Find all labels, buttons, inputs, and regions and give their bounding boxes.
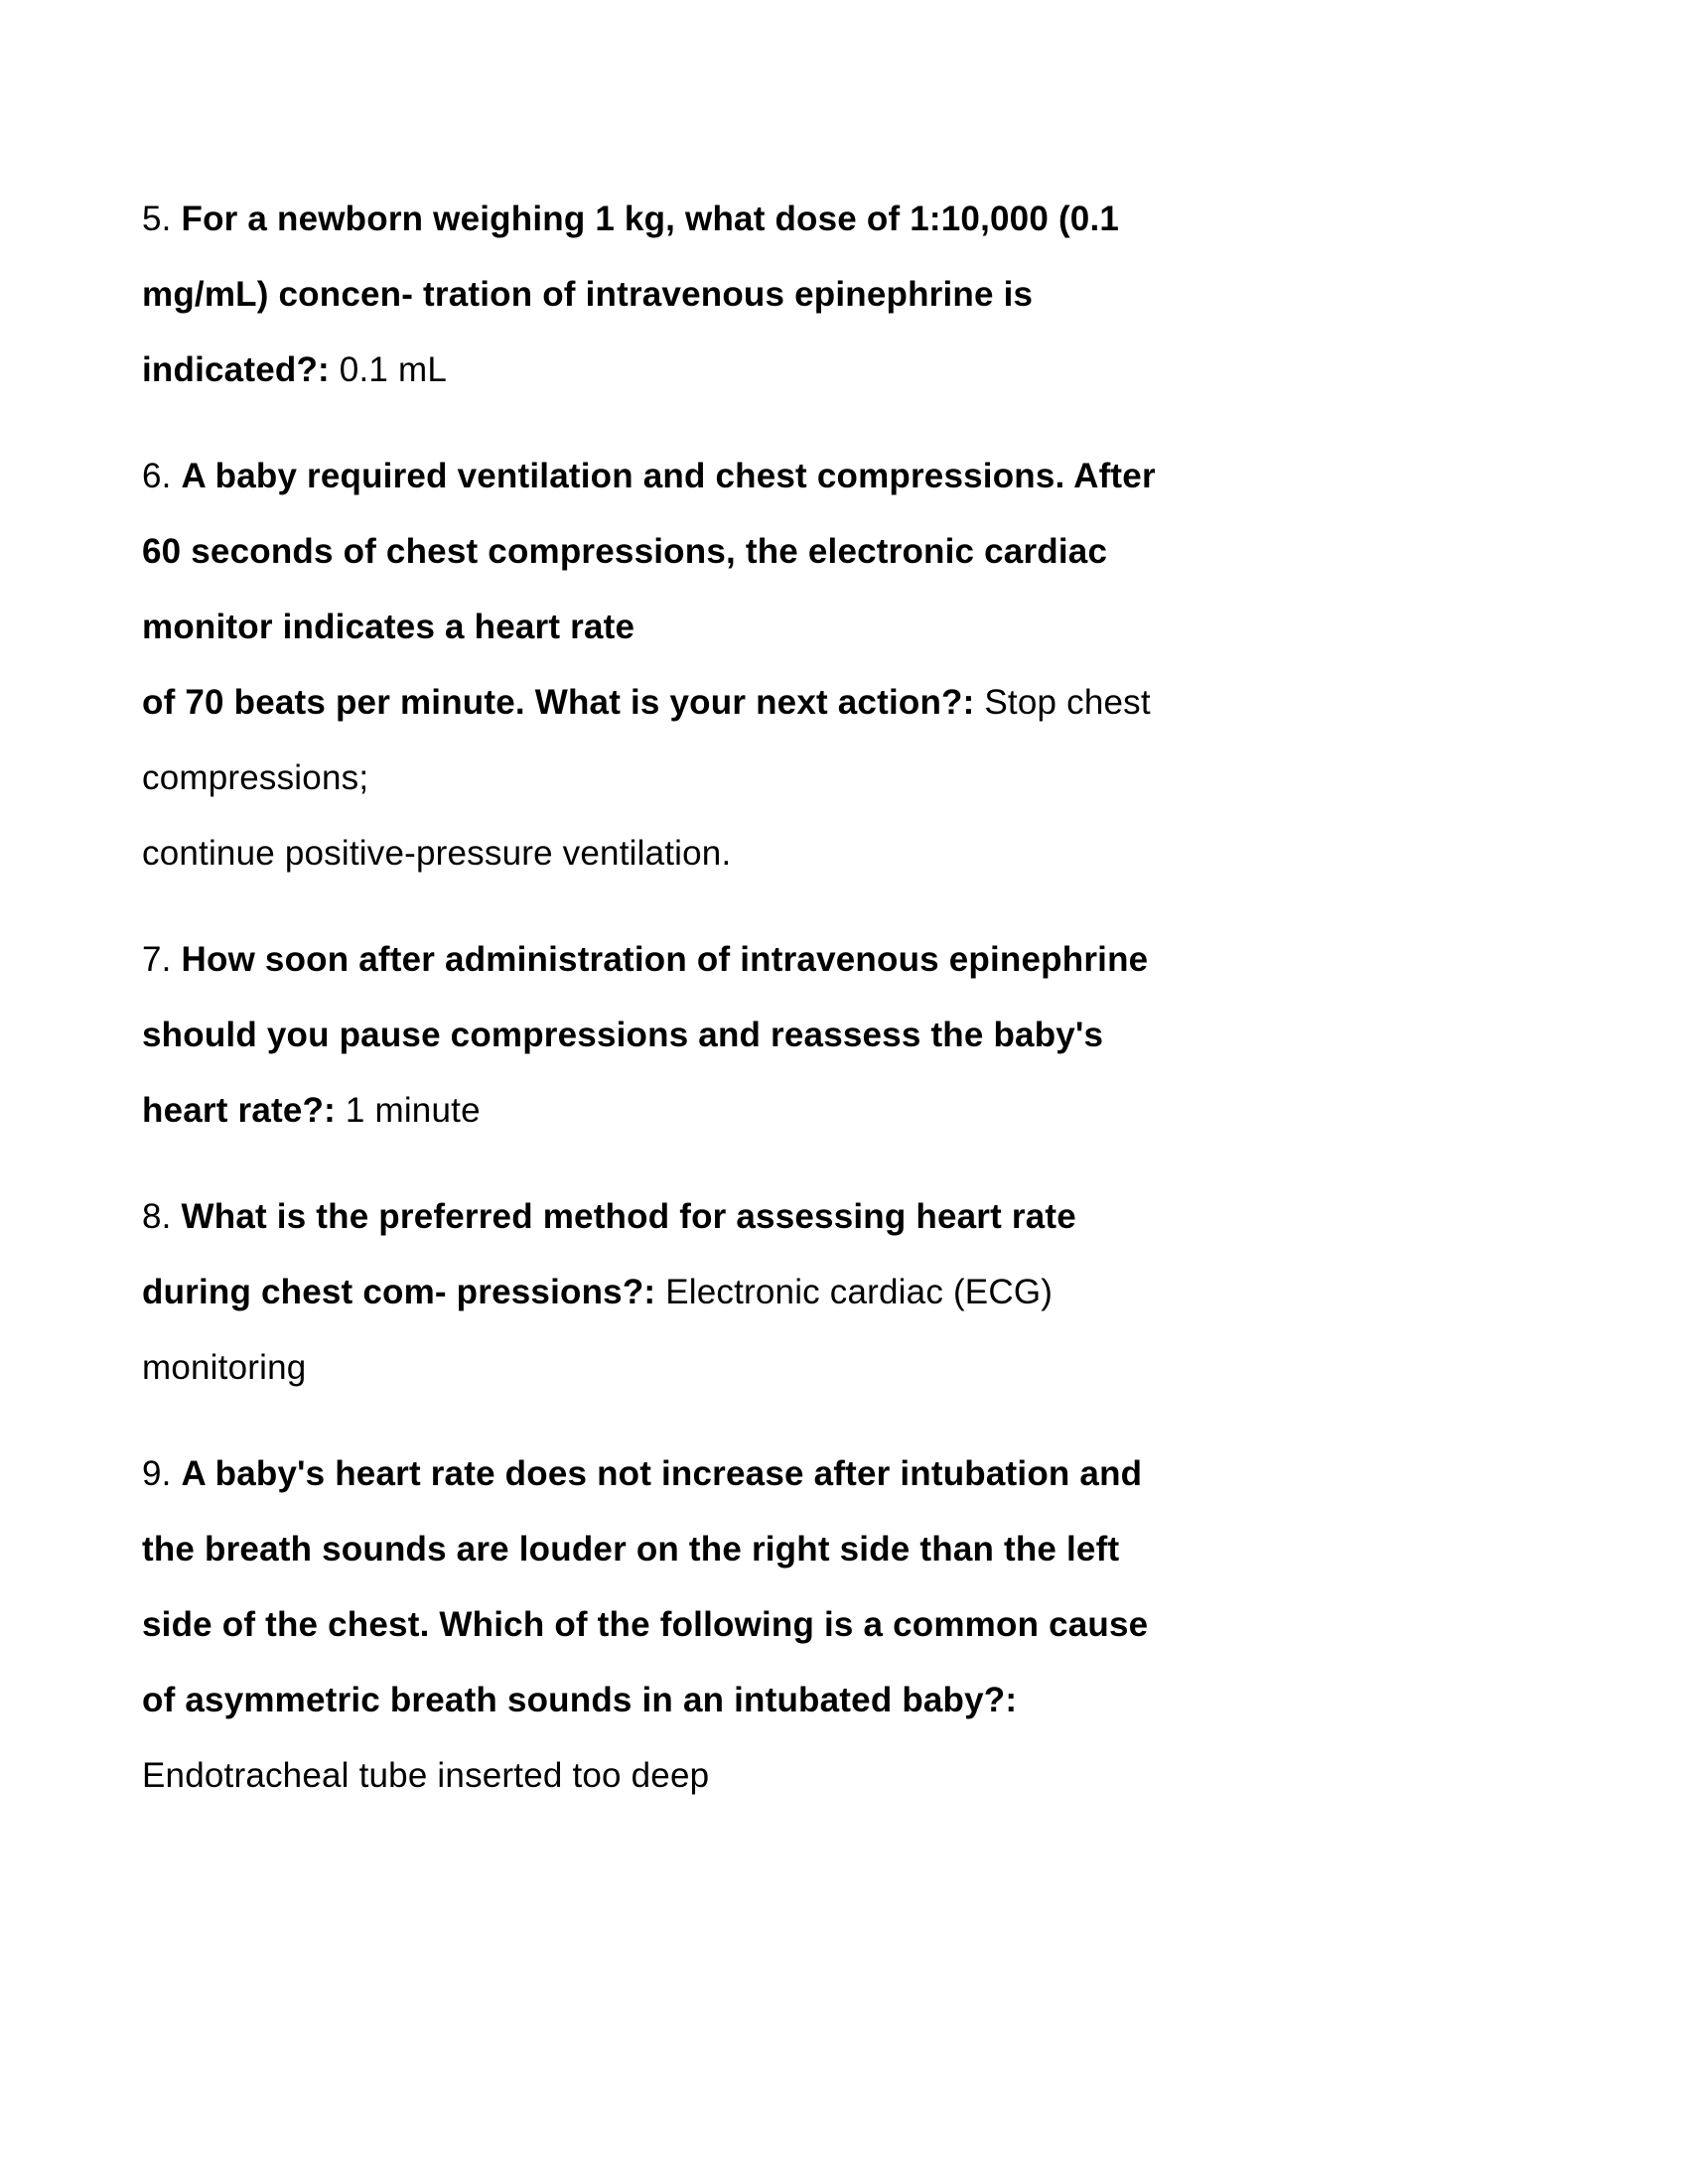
- question-text-run: How soon after administration of intravenous epinephrine: [181, 940, 1149, 979]
- question-9-line-3: [142, 1587, 1539, 1663]
- answer-text-run: 0.1 mL: [339, 350, 447, 389]
- question-5-block: [142, 182, 1539, 408]
- question-text-run: A baby required ventilation and chest compressions. After: [181, 457, 1156, 495]
- question-text-run: mg/mL) concen- tration of intravenous epinephrine is: [142, 275, 1034, 314]
- answer-text-run: compressions;: [142, 758, 369, 797]
- answer-text-run: 6.: [142, 457, 182, 495]
- question-5-line-3: [142, 333, 1539, 408]
- question-9-line-5: [142, 1738, 1539, 1814]
- question-9-line-2: [142, 1512, 1539, 1587]
- question-9-block: [142, 1436, 1539, 1814]
- answer-text-run: monitoring: [142, 1348, 307, 1387]
- answer-text-run: Endotracheal tube inserted too deep: [142, 1756, 710, 1795]
- question-8-block: [142, 1179, 1539, 1406]
- document-content: [142, 182, 1539, 1844]
- answer-text-run: 1 minute: [345, 1091, 481, 1130]
- question-5-line-2: [142, 257, 1539, 333]
- question-7-line-1: [142, 922, 1539, 998]
- answer-text-run: 5.: [142, 200, 182, 238]
- question-6-line-5: [142, 741, 1539, 816]
- question-6-line-2: [142, 514, 1539, 590]
- question-6-line-3: [142, 590, 1539, 665]
- question-6-line-1: [142, 439, 1539, 514]
- question-8-line-2: [142, 1255, 1539, 1330]
- question-text-run: should you pause compressions and reassess the baby's: [142, 1016, 1104, 1054]
- answer-text-run: Electronic cardiac (ECG): [665, 1273, 1054, 1311]
- question-5-line-1: [142, 182, 1539, 257]
- question-text-run: monitor indicates a heart rate: [142, 608, 635, 646]
- question-text-run: the breath sounds are louder on the right side than the left: [142, 1530, 1120, 1569]
- question-text-run: during chest com- pressions?:: [142, 1273, 666, 1311]
- question-6-line-4: [142, 665, 1539, 741]
- answer-text-run: continue positive-pressure ventilation.: [142, 834, 732, 873]
- question-9-line-4: [142, 1663, 1539, 1738]
- question-text-run: A baby's heart rate does not increase after intubation and: [181, 1454, 1143, 1493]
- question-9-line-1: [142, 1436, 1539, 1512]
- question-8-line-3: [142, 1330, 1539, 1406]
- question-text-run: heart rate?:: [142, 1091, 346, 1130]
- question-text-run: of 70 beats per minute. What is your next action?:: [142, 683, 985, 722]
- question-8-line-1: [142, 1179, 1539, 1255]
- question-text-run: indicated?:: [142, 350, 340, 389]
- answer-text-run: 8.: [142, 1197, 182, 1236]
- question-text-run: of asymmetric breath sounds in an intubated baby?:: [142, 1681, 1018, 1719]
- question-text-run: side of the chest. Which of the following is a common cause: [142, 1605, 1149, 1644]
- question-7-block: [142, 922, 1539, 1149]
- question-text-run: What is the preferred method for assessing heart rate: [181, 1197, 1076, 1236]
- question-text-run: For a newborn weighing 1 kg, what dose of 1:10,000 (0.1: [181, 200, 1120, 238]
- answer-text-run: 9.: [142, 1454, 182, 1493]
- question-6-block: [142, 439, 1539, 891]
- question-7-line-3: [142, 1073, 1539, 1149]
- answer-text-run: Stop chest: [984, 683, 1151, 722]
- question-7-line-2: [142, 998, 1539, 1073]
- question-text-run: 60 seconds of chest compressions, the electronic cardiac: [142, 532, 1108, 571]
- answer-text-run: 7.: [142, 940, 182, 979]
- question-6-line-6: [142, 816, 1539, 891]
